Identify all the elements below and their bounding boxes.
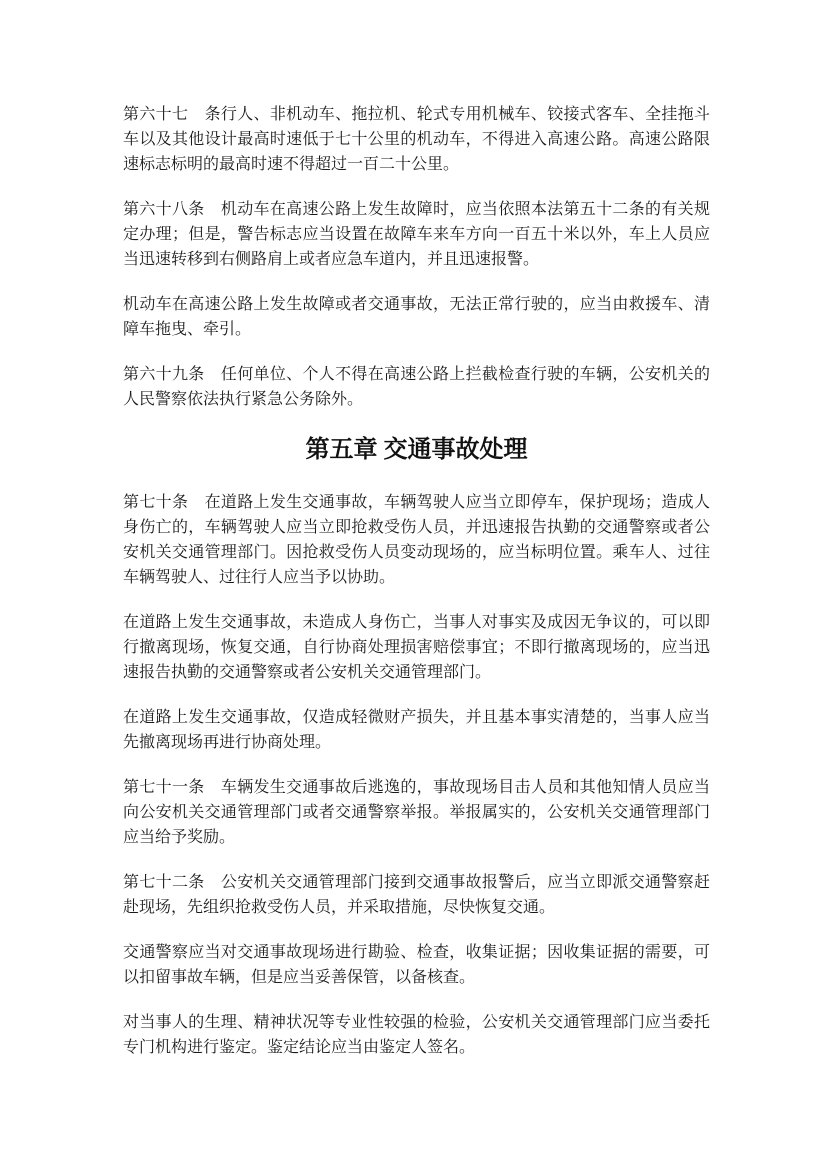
paragraph-article-69: 第六十九条 任何单位、个人不得在高速公路上拦截检查行驶的车辆，公安机关的人民警察依法执行紧急公务除外。 xyxy=(123,366,710,408)
paragraph-article-72: 第七十二条 公安机关交通管理部门接到交通事故报警后，应当立即派交通警察赶赴现场，先组织抢救受伤人员，并采取措施，尽快恢复交通。 xyxy=(123,874,710,916)
paragraph-article-67: 第六十七 条行人、非机动车、拖拉机、轮式专用机械车、铰接式客车、全挂拖斗车以及其他设计最高时速低于七十公里的机动车，不得进入高速公路。高速公路限速标志标明的最高时速不得超过一百二十公里。 xyxy=(123,106,710,173)
chapter-heading: 第五章 交通事故处理 xyxy=(305,437,528,463)
paragraph-article-71: 第七十一条 车辆发生交通事故后逃逸的，事故现场目击人员和其他知情人员应当向公安机关交通管理部门或者交通警察举报。举报属实的，公安机关交通管理部门应当给予奖励。 xyxy=(123,779,710,846)
paragraph-article-68-cont: 机动车在高速公路上发生故障或者交通事故，无法正常行驶的，应当由救援车、清障车拖曳、牵引。 xyxy=(123,296,710,338)
paragraph-article-70: 第七十条 在道路上发生交通事故，车辆驾驶人应当立即停车，保护现场；造成人身伤亡的，车辆驾驶人应当立即抢救受伤人员，并迅速报告执勤的交通警察或者公安机关交通管理部门。因抢救受伤人员变动现场的，应当标明位置。乘车人、过往车辆驾驶人、过往行人应当予以协助。 xyxy=(123,494,710,586)
paragraph-article-72-para2: 交通警察应当对交通事故现场进行勘验、检查，收集证据；因收集证据的需要，可以扣留事故车辆，但是应当妥善保管，以备核查。 xyxy=(123,944,710,986)
paragraph-article-72-para3: 对当事人的生理、精神状况等专业性较强的检验，公安机关交通管理部门应当委托专门机构进行鉴定。鉴定结论应当由鉴定人签名。 xyxy=(123,1014,710,1056)
paragraph-article-68: 第六十八条 机动车在高速公路上发生故障时，应当依照本法第五十二条的有关规定办理；但是，警告标志应当设置在故障车来车方向一百五十米以外，车上人员应当迅速转移到右侧路肩上或者应急车道内，并且迅速报警。 xyxy=(123,201,710,268)
paragraph-article-70-para3: 在道路上发生交通事故，仅造成轻微财产损失，并且基本事实清楚的，当事人应当先撤离现场再进行协商处理。 xyxy=(123,709,710,751)
paragraph-article-70-para2: 在道路上发生交通事故，未造成人身伤亡，当事人对事实及成因无争议的，可以即行撤离现场，恢复交通，自行协商处理损害赔偿事宜；不即行撤离现场的，应当迅速报告执勤的交通警察或者公安机关交通管理部门。 xyxy=(123,614,710,681)
